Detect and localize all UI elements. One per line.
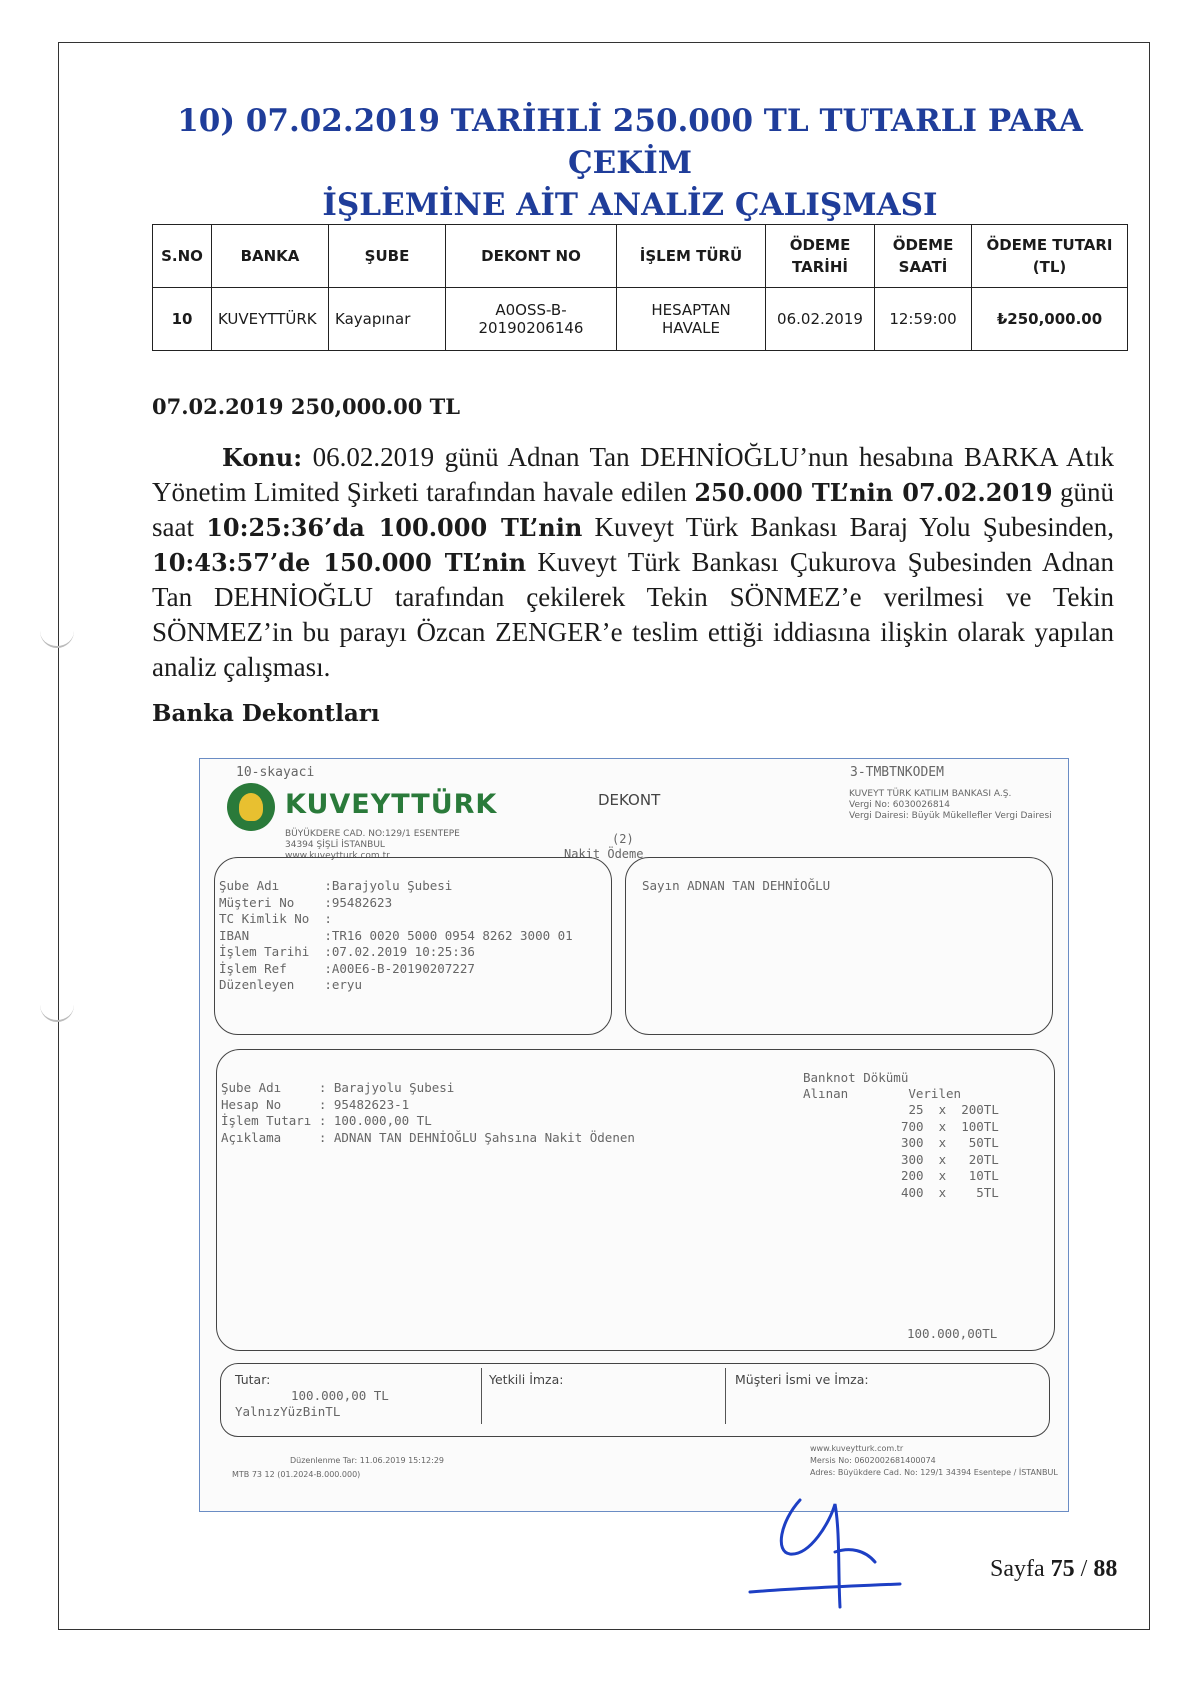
branch-address-line-3: www.kuveytturk.com.tr <box>285 851 390 861</box>
col-odeme-saati: ÖDEME SAATİ <box>875 225 972 288</box>
receipt-footer-code: MTB 73 12 (01.2024-B.000.000) <box>232 1470 361 1479</box>
signature-divider <box>481 1368 482 1424</box>
col-sube: ŞUBE <box>329 225 446 288</box>
page-number <box>990 1556 1117 1583</box>
page-label: Sayfa <box>990 1556 1045 1582</box>
transaction-table <box>152 224 1128 351</box>
receipt-footer-web: www.kuveytturk.com.tr <box>810 1444 904 1453</box>
cell-odeme-saati: 12:59:00 <box>875 288 972 351</box>
col-dekont-no: DEKONT NO <box>446 225 617 288</box>
kuveytturk-logo-icon <box>227 783 275 831</box>
para-text-2: günü saat <box>152 477 1115 542</box>
col-islem-turu: İŞLEM TÜRÜ <box>617 225 766 288</box>
col-banka: BANKA <box>212 225 329 288</box>
receipt-title: DEKONT <box>598 791 661 809</box>
para-bold-1: 250.000 TL’nin 07.02.2019 <box>694 478 1053 507</box>
page-separator: / <box>1074 1556 1094 1582</box>
para-bold-2: 10:25:36’da 100.000 TL’nin <box>206 513 583 542</box>
receipt-footer-mersis: Mersis No: 0602002681400074 <box>810 1456 936 1465</box>
branch-address-line-1: BÜYÜKDERE CAD. NO:129/1 ESENTEPE <box>285 829 460 839</box>
receipt-info-box <box>214 857 612 1035</box>
receipt-logo-text: KUVEYTTÜRK <box>285 789 498 820</box>
cell-dekont-no: A0OSS-B-20190206146 <box>446 288 617 351</box>
banknote-rows: 25 x 200TL 700 x 100TL 300 x 50TL 300 x 20TL 200 x 10TL 400 x 5TL <box>901 1102 999 1200</box>
para-text-3: Kuveyt Türk Bankası Baraj Yolu Şubesinden, <box>582 512 1114 542</box>
cell-banka: KUVEYTTÜRK <box>212 288 329 351</box>
bank-info-line-3: Vergi Dairesi: Büyük Mükellefler Vergi Dairesi <box>849 811 1052 821</box>
amount-subheading: 07.02.2019 250,000.00 TL <box>152 394 461 419</box>
para-bold-3: 10:43:57’de 150.000 TL’nin <box>152 548 527 577</box>
receipt-corner-left: 10-skayaci <box>236 765 315 780</box>
konu-label: Konu: <box>222 443 303 472</box>
title-line-2: İŞLEMİNE AİT ANALİZ ÇALIŞMASI <box>322 187 938 223</box>
receipt-bank-info <box>849 789 1052 822</box>
page-total: 88 <box>1093 1556 1118 1582</box>
table-header-row <box>153 225 1128 288</box>
cell-odeme-tutari: ₺250,000.00 <box>972 288 1128 351</box>
receipt-recipient: Sayın ADNAN TAN DEHNİOĞLU <box>642 878 831 893</box>
para-text-4: Kuveyt Türk Bankası Çukurova Şubesinden Adnan Tan DEHNİOĞLU tarafından çekilerek Tekin SÖNMEZ’e verilmesi ve Tekin SÖNMEZ’in bu parayı Özcan ZENGER’e teslim ettiği iddiasına ilişkin olarak yapılan analiz çalışması. <box>152 547 1114 682</box>
page-title <box>150 100 1110 226</box>
bank-info-line-2: Vergi No: 6030026814 <box>849 800 951 810</box>
receipt-copy-no: (2) <box>612 832 634 846</box>
receipt-detail-box <box>216 1049 1055 1351</box>
branch-address-line-2: 34394 ŞİŞLİ İSTANBUL <box>285 840 385 850</box>
cell-sno: 10 <box>153 288 212 351</box>
receipt-footer-address: Adres: Büyükdere Cad. No: 129/1 34394 Esentepe / İSTANBUL <box>810 1468 1058 1477</box>
table-row <box>153 288 1128 351</box>
receipt-corner-right: 3-TMBTNKODEM <box>850 765 944 780</box>
subject-paragraph <box>152 440 1114 685</box>
tutar-value: 100.000,00 TL <box>291 1388 389 1403</box>
receipt-copy-type: Nakit Ödeme <box>564 847 644 861</box>
col-odeme-tutari: ÖDEME TUTARI (TL) <box>972 225 1128 288</box>
banknote-header: Alınan Verilen <box>803 1086 962 1101</box>
title-line-1: 10) 07.02.2019 TARİHLİ 250.000 TL TUTARLI PARA ÇEKİM <box>177 103 1083 181</box>
col-odeme-tarihi: ÖDEME TARİHİ <box>766 225 875 288</box>
signature-divider <box>725 1368 726 1424</box>
musteri-imza-label: Müşteri İsmi ve İmza: <box>735 1372 869 1387</box>
handwritten-signature-icon <box>740 1492 920 1612</box>
cell-sube: Kayapınar <box>329 288 446 351</box>
receipt-detail-lines: Şube Adı : Barajyolu Şubesi Hesap No : 95482623-1 İşlem Tutarı : 100.000,00 TL Açıklama : ADNAN TAN DEHNİOĞLU Şahsına Nakit Ödenen <box>221 1080 635 1145</box>
col-sno: S.NO <box>153 225 212 288</box>
receipt-footer-date: Düzenlenme Tar: 11.06.2019 15:12:29 <box>290 1456 445 1465</box>
cell-odeme-tarihi: 06.02.2019 <box>766 288 875 351</box>
receipt-recipient-box <box>625 857 1053 1035</box>
bank-info-line-1: KUVEYT TÜRK KATILIM BANKASI A.Ş. <box>849 789 1012 799</box>
tutar-words: YalnızYüzBinTL <box>235 1404 341 1419</box>
receipt-signature-box <box>220 1363 1050 1437</box>
para-text-1: 06.02.2019 günü Adnan Tan DEHNİOĞLU’nun hesabına BARKA Atık Yönetim Limited Şirketi tarafından havale edilen <box>152 442 1114 507</box>
cell-islem-turu: HESAPTAN HAVALE <box>617 288 766 351</box>
bank-receipt-image <box>199 758 1069 1512</box>
banknote-title: Banknot Dökümü <box>803 1070 909 1085</box>
yetkili-imza-label: Yetkili İmza: <box>489 1372 564 1387</box>
receipt-info-lines: Şube Adı :Barajyolu Şubesi Müşteri No :95482623 TC Kimlik No : IBAN :TR16 0020 5000 0954 8262 3000 01 İşlem Tarihi :07.02.2019 10:25:36 İşlem Ref :A00E6-B-20190207227 Düzenleyen :eryu <box>219 878 573 992</box>
receipt-detail-total: 100.000,00TL <box>907 1326 998 1341</box>
page-current: 75 <box>1050 1556 1075 1582</box>
section-title: Banka Dekontları <box>152 700 380 727</box>
tutar-label: Tutar: <box>235 1372 271 1387</box>
